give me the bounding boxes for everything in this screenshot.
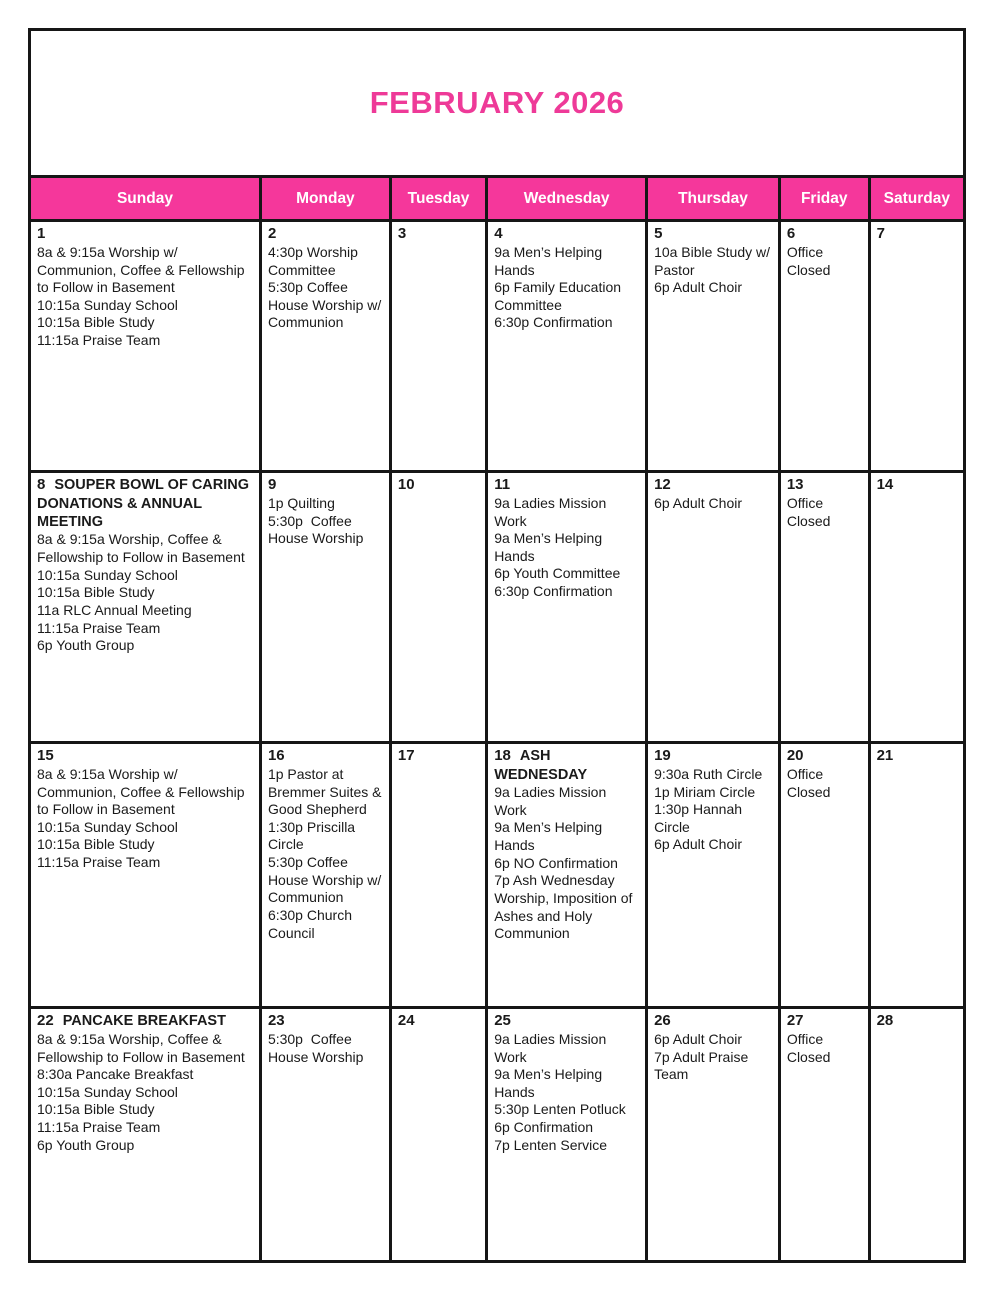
- day-cell-20: [779, 743, 869, 1008]
- day-number: 15: [37, 747, 54, 764]
- day-number: 23: [267, 1012, 285, 1029]
- event-item: 8a & 9:15a Worship w/ Communion, Coffee & Fellowship to Follow in Basement: [37, 765, 249, 818]
- event-item: 9a Men’s Helping Hands: [494, 1066, 606, 1100]
- event-item: 6p Adult Choir: [654, 836, 743, 853]
- day-cell-18: [487, 743, 647, 1008]
- day-number: 27: [786, 1012, 804, 1029]
- event-item: 11:15a Praise Team: [37, 1119, 161, 1136]
- event-item: 6p NO Confirmation: [494, 854, 618, 871]
- day-number: 7: [876, 225, 885, 242]
- day-cell-23: [260, 1008, 390, 1262]
- event-item: 7p Lenten Service: [494, 1136, 608, 1153]
- event-item: 10:15a Sunday School: [37, 566, 178, 583]
- event-list: [654, 766, 773, 854]
- event-item: 6p Youth Group: [37, 637, 135, 654]
- day-number: 14: [876, 476, 894, 493]
- weekday-header-saturday: Saturday: [869, 177, 964, 221]
- event-list: [654, 495, 773, 513]
- event-item: 10:15a Bible Study: [37, 584, 155, 601]
- event-item: 6p Adult Choir: [654, 279, 743, 296]
- event-item: 8a & 9:15a Worship w/ Communion, Coffee & Fellowship to Follow in Basement: [37, 243, 249, 296]
- event-list: [787, 766, 863, 801]
- weekday-header-thursday: Thursday: [647, 177, 780, 221]
- weekday-header-wednesday: Wednesday: [487, 177, 647, 221]
- day-cell-16: [260, 743, 390, 1008]
- day-number: 26: [654, 1012, 671, 1029]
- event-item: 6p Adult Choir: [654, 494, 743, 511]
- event-item: 1:30p Hannah Circle: [654, 801, 746, 835]
- event-list: [787, 1031, 863, 1066]
- day-cell-4: [487, 221, 647, 472]
- event-list: [787, 495, 863, 530]
- event-list: [268, 1031, 384, 1066]
- event-item: 10a Bible Study w/ Pastor: [654, 243, 774, 278]
- day-cell-17: [390, 743, 486, 1008]
- day-cell-2: [260, 221, 390, 472]
- day-number: 3: [397, 225, 407, 242]
- day-cell-19: [647, 743, 780, 1008]
- day-number: 12: [654, 476, 671, 493]
- event-item: 10:15a Bible Study: [37, 1101, 155, 1118]
- event-item: 10:15a Bible Study: [37, 314, 155, 331]
- event-list: [787, 244, 863, 279]
- weekday-header-monday: Monday: [260, 177, 390, 221]
- event-item: Office Closed: [786, 494, 831, 529]
- event-list: [654, 1031, 773, 1084]
- day-number: 18: [494, 747, 511, 764]
- day-cell-21: [869, 743, 964, 1008]
- week-row-4: [30, 1008, 965, 1262]
- day-number: 28: [876, 1012, 894, 1029]
- week-row-3: [30, 743, 965, 1008]
- event-item: 6:30p Church Council: [267, 906, 356, 941]
- day-number: 22: [37, 1012, 54, 1029]
- event-item: 9a Men’s Helping Hands: [494, 530, 606, 564]
- event-item: 5:30p Coffee House Worship w/ Communion: [267, 854, 386, 906]
- event-item: 1:30p Priscilla Circle: [267, 818, 359, 853]
- event-list: [37, 1031, 254, 1154]
- day-number: 16: [267, 747, 285, 764]
- day-cell-5: [647, 221, 780, 472]
- event-item: 5:30p Coffee House Worship w/ Communion: [267, 279, 386, 331]
- event-list: [494, 495, 640, 601]
- day-number: 8: [37, 476, 46, 493]
- day-cell-8: [30, 472, 261, 743]
- event-item: 6:30p Confirmation: [494, 583, 613, 600]
- day-title: SOUPER BOWL OF CARING DONATIONS & ANNUAL MEETING: [37, 477, 250, 531]
- event-list: [37, 531, 254, 654]
- day-number: 13: [786, 476, 804, 493]
- event-item: 6p Youth Committee: [494, 565, 621, 582]
- event-item: 7p Ash Wednesday Worship, Imposition of Ashes and Holy Communion: [494, 872, 636, 942]
- event-item: 6p Youth Group: [37, 1136, 135, 1153]
- calendar-title: FEBRUARY 2026: [369, 85, 625, 120]
- event-item: 10:15a Sunday School: [37, 1083, 178, 1100]
- event-item: Office Closed: [786, 243, 831, 278]
- day-cell-24: [390, 1008, 486, 1262]
- day-number: 4: [494, 225, 503, 242]
- weekday-header-row: [30, 177, 965, 221]
- day-number: 25: [494, 1012, 511, 1029]
- day-number: 21: [876, 747, 894, 764]
- day-cell-11: [487, 472, 647, 743]
- event-item: 9a Ladies Mission Work: [494, 1030, 611, 1065]
- day-cell-6: [779, 221, 869, 472]
- day-cell-3: [390, 221, 486, 472]
- event-item: 9a Ladies Mission Work: [494, 784, 611, 818]
- event-item: 1p Quilting: [267, 494, 335, 511]
- event-item: 5:30p Coffee House Worship: [267, 512, 364, 547]
- event-item: 7p Adult Praise Team: [654, 1048, 752, 1083]
- day-number: 17: [397, 747, 415, 764]
- event-item: 5:30p Coffee House Worship: [267, 1030, 364, 1065]
- day-cell-15: [30, 743, 261, 1008]
- event-item: 6p Confirmation: [494, 1119, 594, 1136]
- event-item: 9:30a Ruth Circle: [654, 765, 763, 782]
- day-number: 2: [267, 225, 277, 242]
- event-list: [37, 244, 254, 350]
- event-item: 10:15a Bible Study: [37, 836, 155, 853]
- event-item: 11:15a Praise Team: [37, 619, 161, 636]
- day-number: 24: [397, 1012, 415, 1029]
- day-cell-9: [260, 472, 390, 743]
- day-number: 19: [654, 747, 671, 764]
- event-item: 9a Men’s Helping Hands: [494, 243, 606, 278]
- event-list: [37, 766, 254, 872]
- day-number: 1: [37, 225, 46, 242]
- event-item: 11:15a Praise Team: [37, 332, 161, 349]
- day-number: 6: [786, 225, 796, 242]
- day-number: 10: [397, 476, 415, 493]
- day-cell-10: [390, 472, 486, 743]
- event-item: 1p Pastor at Bremmer Suites & Good Shepherd: [267, 765, 386, 818]
- day-cell-7: [869, 221, 964, 472]
- day-cell-22: [30, 1008, 261, 1262]
- week-row-2: [30, 472, 965, 743]
- event-item: 9a Ladies Mission Work: [494, 494, 611, 529]
- day-cell-1: [30, 221, 261, 472]
- event-item: 6:30p Confirmation: [494, 314, 613, 331]
- day-number: 20: [786, 747, 804, 764]
- day-number: 5: [654, 225, 663, 242]
- event-list: [654, 244, 773, 297]
- event-item: 11a RLC Annual Meeting: [37, 601, 192, 618]
- event-list: [268, 495, 384, 548]
- event-item: 5:30p Lenten Potluck: [494, 1101, 626, 1118]
- event-item: 9a Men’s Helping Hands: [494, 819, 606, 854]
- day-cell-25: [487, 1008, 647, 1262]
- weekday-header-friday: Friday: [779, 177, 869, 221]
- event-item: 6p Adult Choir: [654, 1030, 743, 1047]
- title-row: [30, 30, 965, 177]
- event-list: [494, 1031, 640, 1154]
- event-item: Office Closed: [786, 1030, 831, 1065]
- day-cell-28: [869, 1008, 964, 1262]
- day-title: ASH WEDNESDAY: [494, 748, 588, 783]
- event-item: 8a & 9:15a Worship, Coffee & Fellowship to Follow in Basement: [37, 1030, 245, 1065]
- event-item: 10:15a Sunday School: [37, 818, 178, 835]
- event-list: [494, 244, 640, 332]
- event-item: 8:30a Pancake Breakfast: [37, 1066, 194, 1083]
- day-cell-12: [647, 472, 780, 743]
- title-area: [30, 30, 965, 177]
- day-cell-26: [647, 1008, 780, 1262]
- day-number: 11: [494, 476, 511, 493]
- calendar-table: [28, 28, 966, 1263]
- day-cell-27: [779, 1008, 869, 1262]
- weekday-header-tuesday: Tuesday: [390, 177, 486, 221]
- event-list: [268, 244, 384, 332]
- event-list: [268, 766, 384, 942]
- event-item: 4:30p Worship Committee: [267, 243, 362, 278]
- weekday-header-sunday: Sunday: [30, 177, 261, 221]
- event-item: 8a & 9:15a Worship, Coffee & Fellowship to Follow in Basement: [37, 531, 245, 566]
- event-item: 11:15a Praise Team: [37, 854, 161, 871]
- event-item: 1p Miriam Circle: [654, 783, 756, 800]
- day-number: 9: [267, 476, 277, 493]
- event-item: 6p Family Education Committee: [494, 279, 625, 313]
- event-item: Office Closed: [786, 765, 831, 800]
- week-row-1: [30, 221, 965, 472]
- event-item: 10:15a Sunday School: [37, 296, 178, 313]
- event-list: [494, 784, 640, 943]
- day-title: PANCAKE BREAKFAST: [62, 1013, 226, 1029]
- day-cell-13: [779, 472, 869, 743]
- day-cell-14: [869, 472, 964, 743]
